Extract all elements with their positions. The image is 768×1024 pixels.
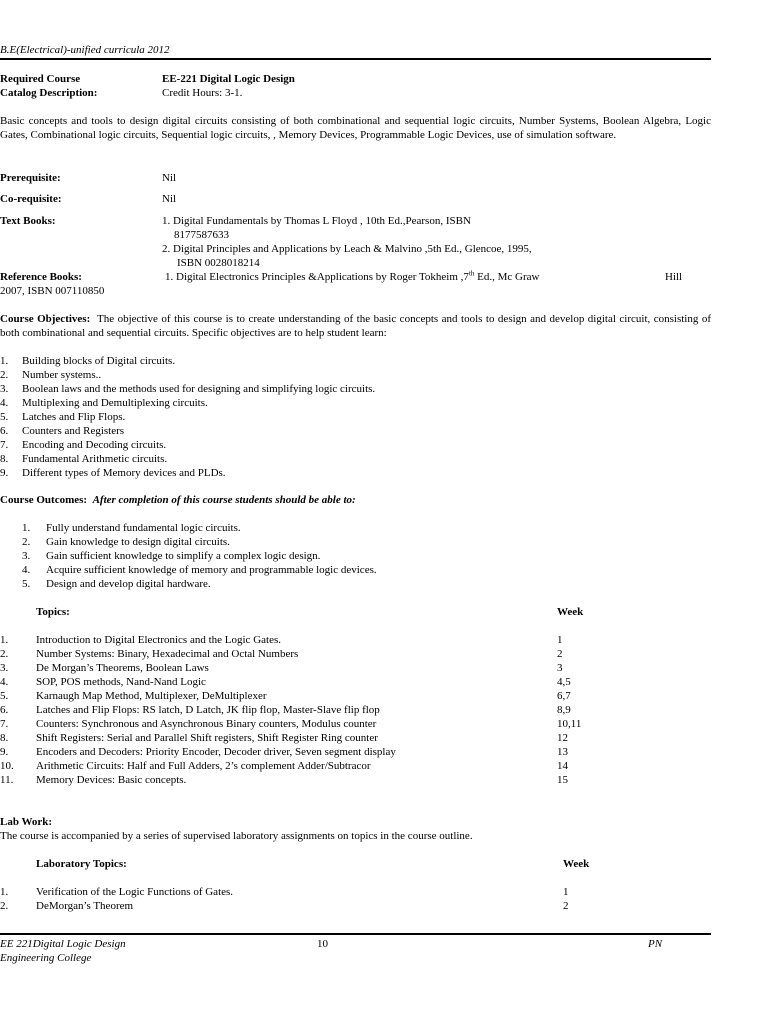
required-course-label: Required Course: [0, 73, 81, 85]
lab-row-number: 2.: [0, 900, 9, 912]
topic-row-week: 13: [557, 746, 568, 758]
topic-row-text: Karnaugh Map Method, Multiplexer, DeMultiplexer: [36, 690, 267, 702]
topic-row-text: Arithmetic Circuits: Half and Full Adders, 2’s complement Adder/Subtracor: [36, 760, 371, 772]
topic-row-text: Counters: Synchronous and Asynchronous Binary counters, Modulus counter: [36, 718, 377, 730]
topic-row-text: Number Systems: Binary, Hexadecimal and Octal Numbers: [36, 648, 299, 660]
footer-course: EE 221Digital Logic Design: [0, 938, 126, 950]
reference-book-1-line2: 2007, ISBN 007110850: [0, 285, 105, 297]
lab-week-header: Week: [563, 858, 590, 870]
topic-row-number: 7.: [0, 718, 9, 730]
header-rule: [0, 58, 711, 60]
lab-row-text: Verification of the Logic Functions of Gates.: [36, 886, 234, 898]
outcome-item-text: Acquire sufficient knowledge of memory and programmable logic devices.: [46, 564, 377, 576]
objective-item-number: 8.: [0, 453, 9, 465]
outcome-item-text: Gain knowledge to design digital circuits.: [46, 536, 230, 548]
topic-row-week: 8,9: [557, 704, 571, 716]
lab-row-week: 1: [563, 886, 569, 898]
footer-right: PN: [648, 938, 663, 950]
objective-item-number: 2.: [0, 369, 9, 381]
prerequisite-label: Prerequisite:: [0, 172, 61, 184]
topic-row-number: 11.: [0, 774, 14, 786]
objective-item-text: Fundamental Arithmetic circuits.: [22, 453, 168, 465]
textbooks-label: Text Books:: [0, 215, 56, 227]
reference-books-label: Reference Books:: [0, 271, 82, 283]
outcome-item-text: Design and develop digital hardware.: [46, 578, 211, 590]
textbook-2-line1: 2. Digital Principles and Applications by Leach & Malvino ,5th Ed., Glencoe, 1995,: [162, 243, 532, 255]
objective-item-text: Number systems..: [22, 369, 102, 381]
lab-work-label: Lab Work:: [0, 816, 53, 828]
lab-topics-header: Laboratory Topics:: [36, 858, 127, 870]
outcome-item-number: 3.: [22, 550, 31, 562]
objective-item-number: 9.: [0, 467, 9, 479]
topic-row-text: SOP, POS methods, Nand-Nand Logic: [36, 676, 206, 688]
lab-work-text: The course is accompanied by a series of supervised laboratory assignments on topics in the course outline.: [0, 830, 473, 842]
objective-item-text: Boolean laws and the methods used for designing and simplifying logic circuits.: [22, 383, 376, 395]
topics-week-header: Week: [557, 606, 584, 618]
topic-row-week: 3: [557, 662, 563, 674]
page-number: 10: [317, 938, 328, 950]
topic-row-number: 5.: [0, 690, 9, 702]
topic-row-text: Encoders and Decoders: Priority Encoder, Decoder driver, Seven segment display: [36, 746, 396, 758]
topic-row-text: Introduction to Digital Electronics and the Logic Gates.: [36, 634, 281, 646]
objective-item-number: 1.: [0, 355, 9, 367]
objective-item-text: Encoding and Decoding circuits.: [22, 439, 167, 451]
topic-row-number: 9.: [0, 746, 9, 758]
objective-item-text: Building blocks of Digital circuits.: [22, 355, 176, 367]
topic-row-text: Memory Devices: Basic concepts.: [36, 774, 187, 786]
outcome-item-number: 5.: [22, 578, 31, 590]
objective-item-text: Multiplexing and Demultiplexing circuits.: [22, 397, 208, 409]
textbook-1-line1: 1. Digital Fundamentals by Thomas L Floyd , 10th Ed.,Pearson, ISBN: [162, 215, 471, 227]
lab-row-week: 2: [563, 900, 569, 912]
running-header: B.E(Electrical)-unified curricula 2012: [0, 44, 170, 56]
objective-item-text: Different types of Memory devices and PLDs.: [22, 467, 226, 479]
corequisite-value: Nil: [162, 193, 177, 205]
topic-row-text: Shift Registers: Serial and Parallel Shift registers, Shift Register Ring counter: [36, 732, 378, 744]
course-outcomes-heading: Course Outcomes: After completion of this course students should be able to:: [0, 494, 356, 506]
topic-row-number: 10.: [0, 760, 14, 772]
outcome-item-text: Fully understand fundamental logic circuits.: [46, 522, 241, 534]
lab-row-number: 1.: [0, 886, 9, 898]
objective-item-number: 3.: [0, 383, 9, 395]
topic-row-text: De Morgan’s Theorems, Boolean Laws: [36, 662, 209, 674]
lab-row-text: DeMorgan’s Theorem: [36, 900, 134, 912]
topic-row-week: 12: [557, 732, 568, 744]
corequisite-label: Co-requisite:: [0, 193, 62, 205]
topic-row-week: 6,7: [557, 690, 571, 702]
topic-row-number: 1.: [0, 634, 9, 646]
topic-row-number: 2.: [0, 648, 9, 660]
topic-row-week: 4,5: [557, 676, 571, 688]
topic-row-number: 8.: [0, 732, 9, 744]
objective-item-number: 4.: [0, 397, 9, 409]
objective-item-number: 7.: [0, 439, 9, 451]
objective-item-text: Latches and Flip Flops.: [22, 411, 126, 423]
required-course-value: EE-221 Digital Logic Design: [162, 73, 295, 85]
outcome-item-number: 4.: [22, 564, 31, 576]
objective-item-number: 5.: [0, 411, 9, 423]
topic-row-number: 6.: [0, 704, 9, 716]
catalog-value: Credit Hours: 3-1.: [162, 87, 243, 99]
textbook-1-line2: 8177587633: [174, 229, 229, 241]
objective-item-text: Counters and Registers: [22, 425, 125, 437]
reference-book-1: 1. Digital Electronics Principles &Applications by Roger Tokheim ,7th Ed., Mc Graw: [165, 269, 540, 283]
textbook-2-line2: ISBN 0028018214: [177, 257, 260, 269]
course-description: Basic concepts and tools to design digital circuits consisting of both combinational and sequential logic circuits, Number Systems, Boolean Algebra, Logic Gates, Combinational logic circuits, Sequential logic circuits, , Memory Devices, Programmable Logic Devices, use of simulation software.: [0, 115, 711, 141]
topic-row-week: 2: [557, 648, 563, 660]
catalog-label: Catalog Description:: [0, 87, 98, 99]
topic-row-number: 3.: [0, 662, 9, 674]
topic-row-number: 4.: [0, 676, 9, 688]
topic-row-week: 14: [557, 760, 568, 772]
outcome-item-text: Gain sufficient knowledge to simplify a complex logic design.: [46, 550, 321, 562]
outcome-item-number: 1.: [22, 522, 31, 534]
topic-row-week: 15: [557, 774, 568, 786]
topics-header: Topics:: [36, 606, 70, 618]
course-objectives: Course Objectives: The objective of this course is to create understanding of the basic concepts and tools to design and develop digital circuit, consisting of both combinational and sequential circuits. Specific objectives are to help student learn:: [0, 313, 711, 339]
topic-row-week: 1: [557, 634, 563, 646]
objective-item-number: 6.: [0, 425, 9, 437]
topic-row-week: 10,11: [557, 718, 582, 730]
reference-book-1-hill: Hill: [665, 271, 683, 283]
topic-row-text: Latches and Flip Flops: RS latch, D Latch, JK flip flop, Master-Slave flip flop: [36, 704, 380, 716]
prerequisite-value: Nil: [162, 172, 177, 184]
outcome-item-number: 2.: [22, 536, 31, 548]
footer-rule: [0, 933, 711, 935]
footer-college: Engineering College: [0, 952, 92, 964]
